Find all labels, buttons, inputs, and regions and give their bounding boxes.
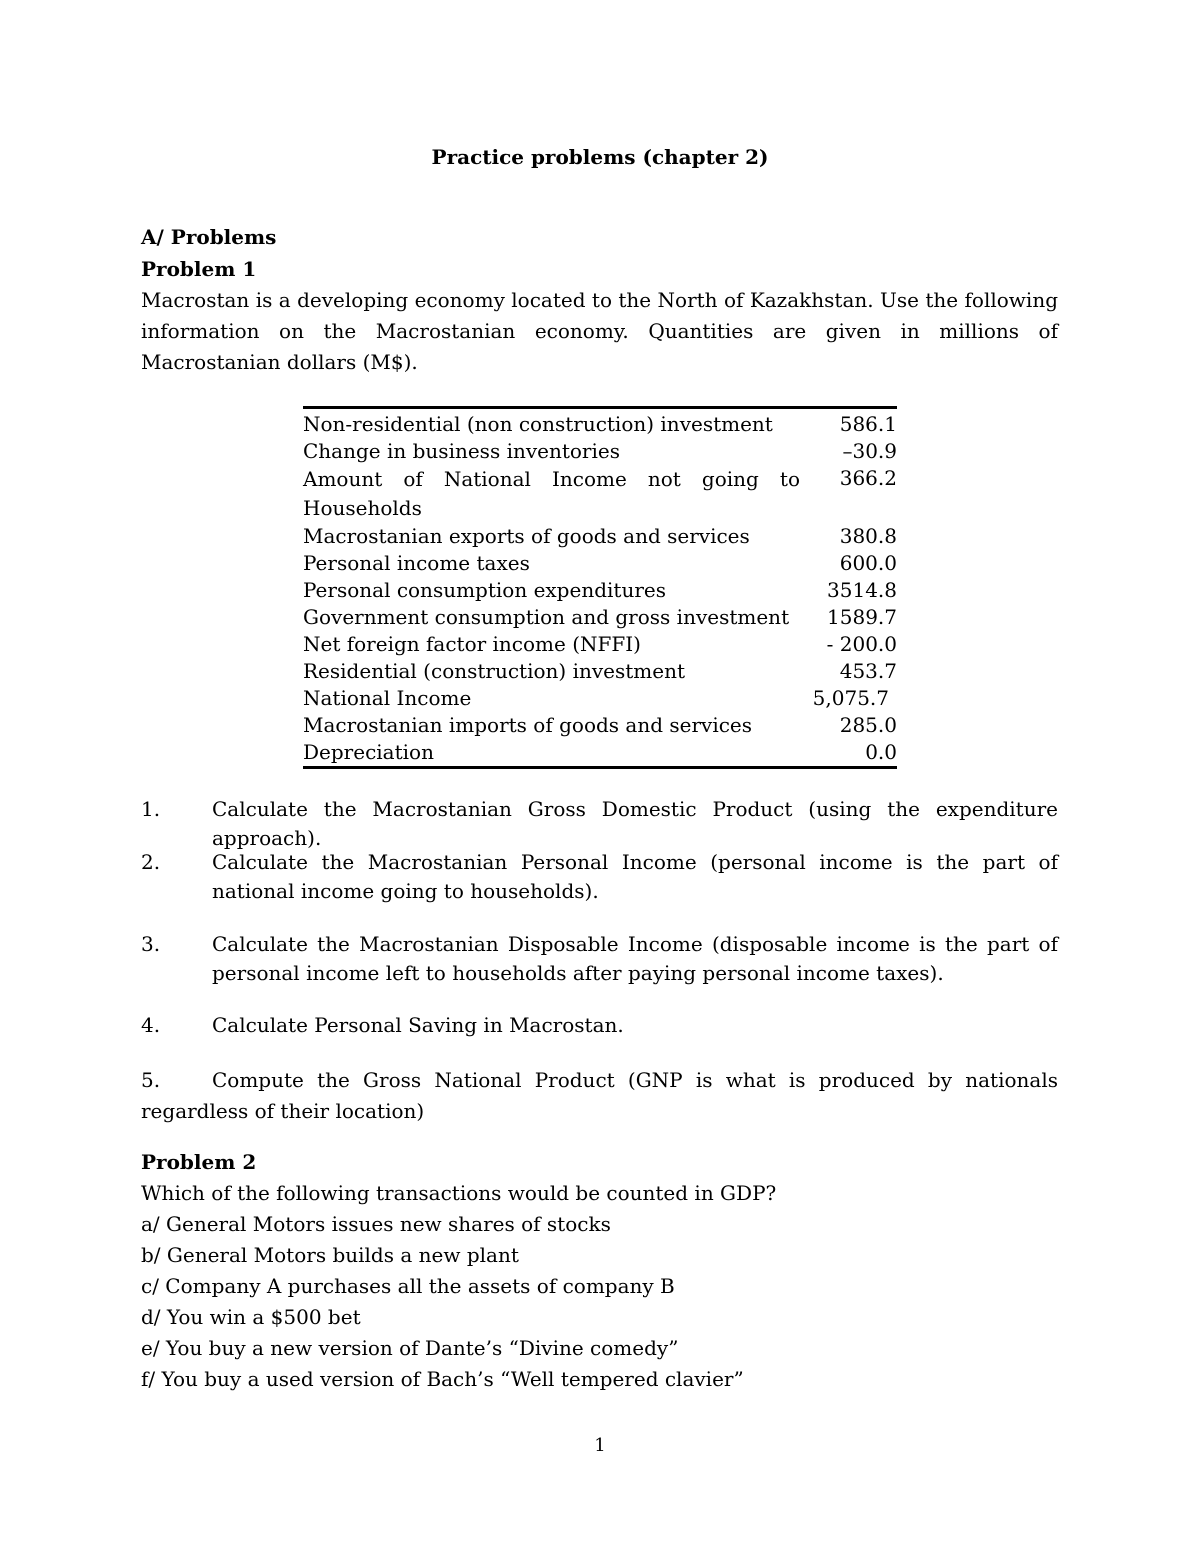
question-number: 1. [141,797,161,821]
table-row-value: 366.2 [839,466,897,490]
table-row-value: 586.1 [839,412,897,436]
table-row-label: Net foreign factor income (NFFI) [303,632,641,656]
problem-2-intro: Which of the following transactions would be counted in GDP? [141,1181,777,1205]
table-row [303,604,897,631]
table-row-label: Change in business inventories [303,439,620,463]
table-row-label: Macrostanian imports of goods and services [303,713,753,737]
table-row [303,631,897,658]
table-row-label: Government consumption and gross investment [303,605,790,629]
table-row [303,739,897,766]
page-number: 1 [594,1435,606,1456]
data-table [303,406,897,769]
table-row-value: –30.9 [842,439,897,463]
table-row-label: Residential (construction) investment [303,659,686,683]
table-row-label: Non-residential (non construction) investment [303,412,773,436]
table-row [303,523,897,550]
question-text: Calculate the Macrostanian Gross Domestic Product (using the expenditure approach). [212,797,1058,850]
problem-1-heading: Problem 1 [141,257,257,281]
list-item: d/ You win a $500 bet [141,1305,361,1329]
question-text: Calculate the Macrostanian Disposable Income (disposable income is the part of personal income left to households after paying personal income taxes). [212,932,1058,985]
table-row-value: - 200.0 [826,632,897,656]
problem-2-heading: Problem 2 [141,1150,257,1174]
table-row-label: Personal consumption expenditures [303,578,666,602]
table-row-value: 453.7 [839,659,897,683]
table-row-value: 1589.7 [827,605,897,629]
table-row [303,685,897,712]
table-row-label: Depreciation [303,740,434,764]
table-row [303,577,897,604]
question-5 [141,1065,1058,1127]
list-item: f/ You buy a used version of Bach’s “Well tempered clavier” [141,1367,744,1391]
table-row-value: 285.0 [839,713,897,737]
list-item: e/ You buy a new version of Dante’s “Divine comedy” [141,1336,679,1360]
list-item: b/ General Motors builds a new plant [141,1243,519,1267]
question-number: 3. [141,932,161,956]
table-row-value: 0.0 [865,740,897,764]
table-row-value: 5,075.7 [812,686,889,710]
list-item: a/ General Motors issues new shares of stocks [141,1212,611,1236]
table-row [303,712,897,739]
question-text: Calculate the Macrostanian Personal Income (personal income is the part of national income going to households). [212,850,1058,903]
table-row [303,465,897,523]
question-number: 2. [141,850,161,874]
question-number: 5. [141,1068,161,1092]
table-row-label: Macrostanian exports of goods and services [303,524,750,548]
table-row [303,550,897,577]
table-row-value: 600.0 [839,551,897,575]
table-row-value: 380.8 [839,524,897,548]
table-row [303,438,897,465]
table-row-value: 3514.8 [827,578,897,602]
list-item: c/ Company A purchases all the assets of company B [141,1274,675,1298]
table-row-label-multiline [303,465,800,523]
table-row [303,411,897,438]
question-number: 4. [141,1013,161,1037]
question-text: Compute the Gross National Product (GNP is what is produced by nationals regardless of their location) [141,1068,1058,1123]
table-row-label: National Income [303,686,472,710]
table-row [303,658,897,685]
document-title: Practice problems (chapter 2) [431,145,769,169]
table-row-label-line1: Amount of National Income not going to [303,467,800,491]
problem-1-intro: Macrostan is a developing economy located to the North of Kazakhstan. Use the following information on the Macrostanian economy. Quantities are given in millions of Macrostanian dollars (M$). [141,288,1058,374]
section-heading: A/ Problems [141,225,277,249]
question-text: Calculate Personal Saving in Macrostan. [212,1013,624,1037]
table-row-label: Personal income taxes [303,551,530,575]
table-row-label-line2: Households [303,496,422,520]
